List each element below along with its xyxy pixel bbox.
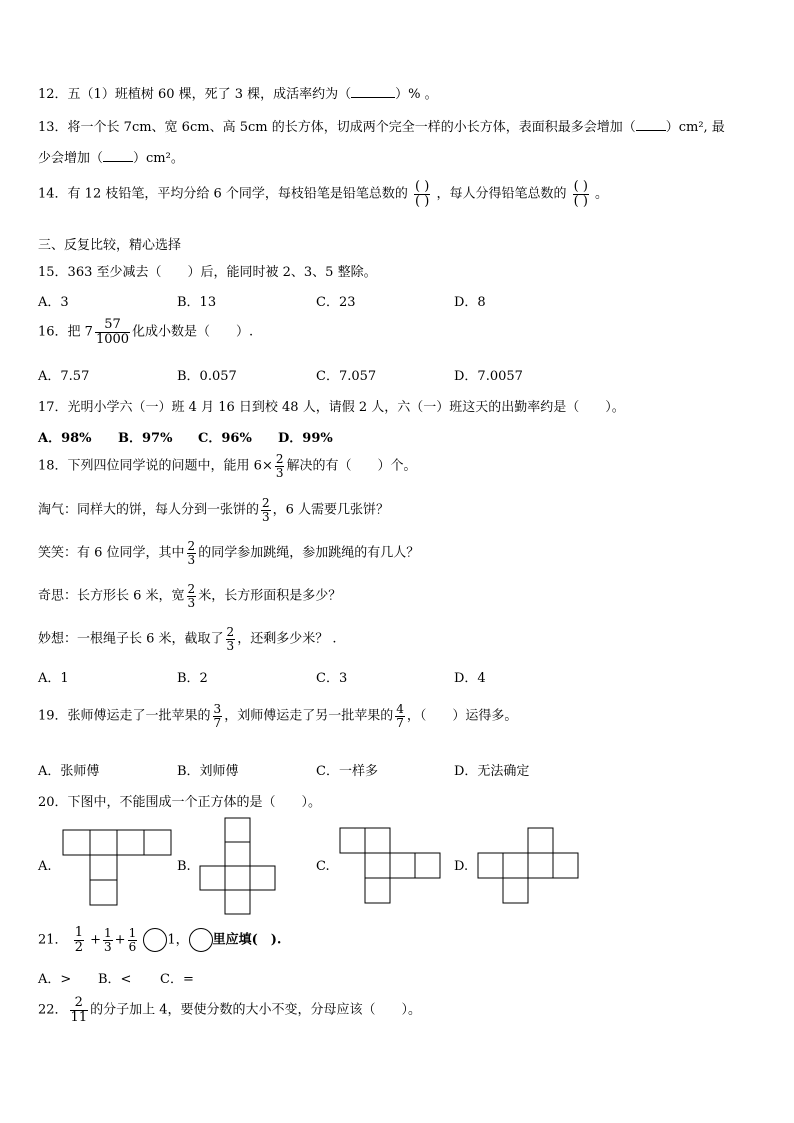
q18-s4-b: ，还剩多少米？ . bbox=[237, 631, 337, 647]
q18-stem-b: 解决的有（ ）个。 bbox=[286, 458, 417, 474]
q20-label-d[interactable]: D. bbox=[454, 859, 469, 874]
q20-net-d bbox=[477, 827, 579, 905]
q17-option-a[interactable]: A．98% bbox=[38, 431, 92, 446]
q18-option-b[interactable]: B．2 bbox=[177, 671, 208, 686]
q20-label-b[interactable]: B. bbox=[177, 859, 191, 874]
q21-after-circle: 1， bbox=[167, 932, 189, 948]
q18-s1-fraction: $\frac{2}{3}$ bbox=[262, 496, 270, 524]
question-14 bbox=[38, 180, 608, 208]
q14-fraction-1[interactable]: $\frac{( )}{( )}$ bbox=[415, 179, 430, 209]
q18-fraction: $\frac{2}{3}$ bbox=[275, 452, 284, 480]
question-19 bbox=[38, 703, 517, 729]
q16-option-c[interactable]: C．7.057 bbox=[316, 369, 377, 384]
q20-net-c bbox=[339, 827, 441, 905]
q19-stem-b: ，刘师傅运走了另一批苹果的 bbox=[224, 708, 394, 724]
question-13-line2 bbox=[38, 147, 184, 166]
q13-line1-a: 13．将一个长 7cm、宽 6cm、高 5cm 的长方体，切成两个完全一样的小长方体，表面积最多会增加（ bbox=[38, 120, 636, 135]
q21-tail: 里应填( ). bbox=[212, 932, 282, 948]
q18-s1-b: ，6 人需要几张饼？ bbox=[272, 502, 390, 518]
q19-option-c[interactable]: C．一样多 bbox=[316, 764, 378, 779]
q13-line2-a: 少会增加（ bbox=[38, 151, 104, 166]
q14-text-a: 14．有 12 枝铅笔，平均分给 6 个同学，每枝铅笔是铅笔总数的 bbox=[38, 186, 408, 202]
q19-stem-a: 19．张师傅运走了一批苹果的 bbox=[38, 708, 211, 724]
q18-s1-a: 淘气：同样大的饼，每人分到一张饼的 bbox=[38, 502, 260, 518]
q18-statement-1 bbox=[38, 497, 389, 523]
q18-s2-a: 笑笑：有 6 位同学，其中 bbox=[38, 545, 185, 561]
q18-statement-4 bbox=[38, 626, 336, 652]
q21-number: 21． bbox=[38, 932, 68, 948]
q21-plus-1: + bbox=[90, 932, 102, 948]
q15-option-a[interactable]: A．3 bbox=[38, 295, 69, 310]
q18-s4-fraction: $\frac{2}{3}$ bbox=[226, 625, 235, 653]
q22-text: 的分子加上 4，要使分数的大小不变，分母应该（ ）。 bbox=[90, 1002, 421, 1018]
q15-option-d[interactable]: D．8 bbox=[454, 295, 486, 310]
q19-stem-c: ，（ ）运得多。 bbox=[406, 708, 518, 724]
q19-option-d[interactable]: D．无法确定 bbox=[454, 764, 530, 779]
q17-option-c[interactable]: C．96% bbox=[198, 431, 252, 446]
q13-blank-1[interactable] bbox=[636, 130, 666, 131]
q12-blank[interactable] bbox=[351, 97, 395, 98]
q22-number: 22． bbox=[38, 1002, 68, 1018]
question-17: 17．光明小学六（一）班 4 月 16 日到校 48 人，请假 2 人，六（一）班这天的出勤率约是（ ）。 bbox=[38, 400, 625, 415]
q18-s3-b: 米，长方形面积是多少？ bbox=[198, 588, 342, 604]
q14-fraction-2[interactable]: $\frac{( )}{( )}$ bbox=[573, 179, 588, 209]
q18-option-d[interactable]: D．4 bbox=[454, 671, 486, 686]
q13-blank-2[interactable] bbox=[103, 161, 133, 162]
q21-fraction-3: $\frac{1}{6}$ bbox=[128, 926, 137, 954]
q18-option-c[interactable]: C．3 bbox=[316, 671, 348, 686]
q16-stem-a: 16．把 7 bbox=[38, 324, 93, 340]
q18-stem-a: 18．下列四位同学说的问题中，能用 6× bbox=[38, 458, 273, 474]
q18-s2-fraction: $\frac{2}{3}$ bbox=[187, 539, 196, 567]
q16-option-b[interactable]: B．0.057 bbox=[177, 369, 237, 384]
q13-line1-b: ）cm², 最 bbox=[665, 120, 725, 135]
q15-option-b[interactable]: B．13 bbox=[177, 295, 217, 310]
q20-net-a bbox=[62, 829, 174, 907]
q20-label-c[interactable]: C. bbox=[316, 859, 330, 874]
q15-option-c[interactable]: C．23 bbox=[316, 295, 356, 310]
q21-fraction-2: $\frac{1}{3}$ bbox=[104, 926, 112, 954]
q16-option-a[interactable]: A．7.57 bbox=[38, 369, 90, 384]
q13-line2-b: ）cm²。 bbox=[133, 151, 184, 166]
q19-fraction-2: $\frac{4}{7}$ bbox=[396, 702, 404, 730]
q14-text-c: 。 bbox=[595, 186, 609, 202]
q21-option-a[interactable]: A．> bbox=[38, 972, 72, 987]
q16-stem-b: 化成小数是（ ）. bbox=[132, 324, 254, 340]
q17-option-b[interactable]: B．97% bbox=[118, 431, 173, 446]
q18-option-a[interactable]: A．1 bbox=[38, 671, 69, 686]
question-16 bbox=[38, 318, 253, 346]
q21-option-b[interactable]: B．< bbox=[98, 972, 132, 987]
q20-net-b bbox=[199, 817, 277, 915]
question-15: 15．363 至少减去（ ）后，能同时被 2、3、5 整除。 bbox=[38, 265, 377, 280]
q21-option-c[interactable]: C．= bbox=[160, 972, 194, 987]
question-21 bbox=[38, 926, 281, 954]
q22-fraction: $\frac{2}{11}$ bbox=[70, 995, 88, 1025]
question-22 bbox=[38, 996, 421, 1024]
q18-statement-2 bbox=[38, 540, 419, 566]
q18-statement-3 bbox=[38, 583, 341, 609]
q12-text-a: 12．五（1）班植树 60 棵，死了 3 棵，成活率约为（ bbox=[38, 87, 352, 102]
q19-option-b[interactable]: B．刘师傅 bbox=[177, 764, 239, 779]
q14-text-b: ，每人分得铅笔总数的 bbox=[436, 186, 567, 202]
q18-s2-b: 的同学参加跳绳，参加跳绳的有几人？ bbox=[198, 545, 420, 561]
q16-fraction: $\frac{57}{1000}$ bbox=[95, 317, 130, 347]
q12-text-b: ）% 。 bbox=[395, 87, 438, 102]
q20-label-a[interactable]: A. bbox=[38, 859, 52, 874]
q21-plus-2: + bbox=[114, 932, 126, 948]
q19-fraction-1: $\frac{3}{7}$ bbox=[213, 702, 222, 730]
q17-option-d[interactable]: D．99% bbox=[278, 431, 333, 446]
q21-fraction-1: $\frac{1}{2}$ bbox=[74, 925, 83, 955]
question-13-line1 bbox=[38, 116, 725, 135]
q18-s3-fraction: $\frac{2}{3}$ bbox=[187, 582, 196, 610]
q18-s3-a: 奇思：长方形长 6 米，宽 bbox=[38, 588, 185, 604]
question-20: 20．下图中，不能围成一个正方体的是（ ）。 bbox=[38, 795, 322, 810]
q21-answer-circle[interactable] bbox=[143, 928, 167, 952]
q19-option-a[interactable]: A．张师傅 bbox=[38, 764, 100, 779]
q18-s4-a: 妙想：一根绳子长 6 米，截取了 bbox=[38, 631, 224, 647]
section-3-title: 三、反复比较，精心选择 bbox=[38, 238, 182, 253]
q21-circle-icon bbox=[189, 928, 213, 952]
question-12 bbox=[38, 83, 438, 102]
question-18 bbox=[38, 453, 417, 479]
q16-option-d[interactable]: D．7.0057 bbox=[454, 369, 523, 384]
